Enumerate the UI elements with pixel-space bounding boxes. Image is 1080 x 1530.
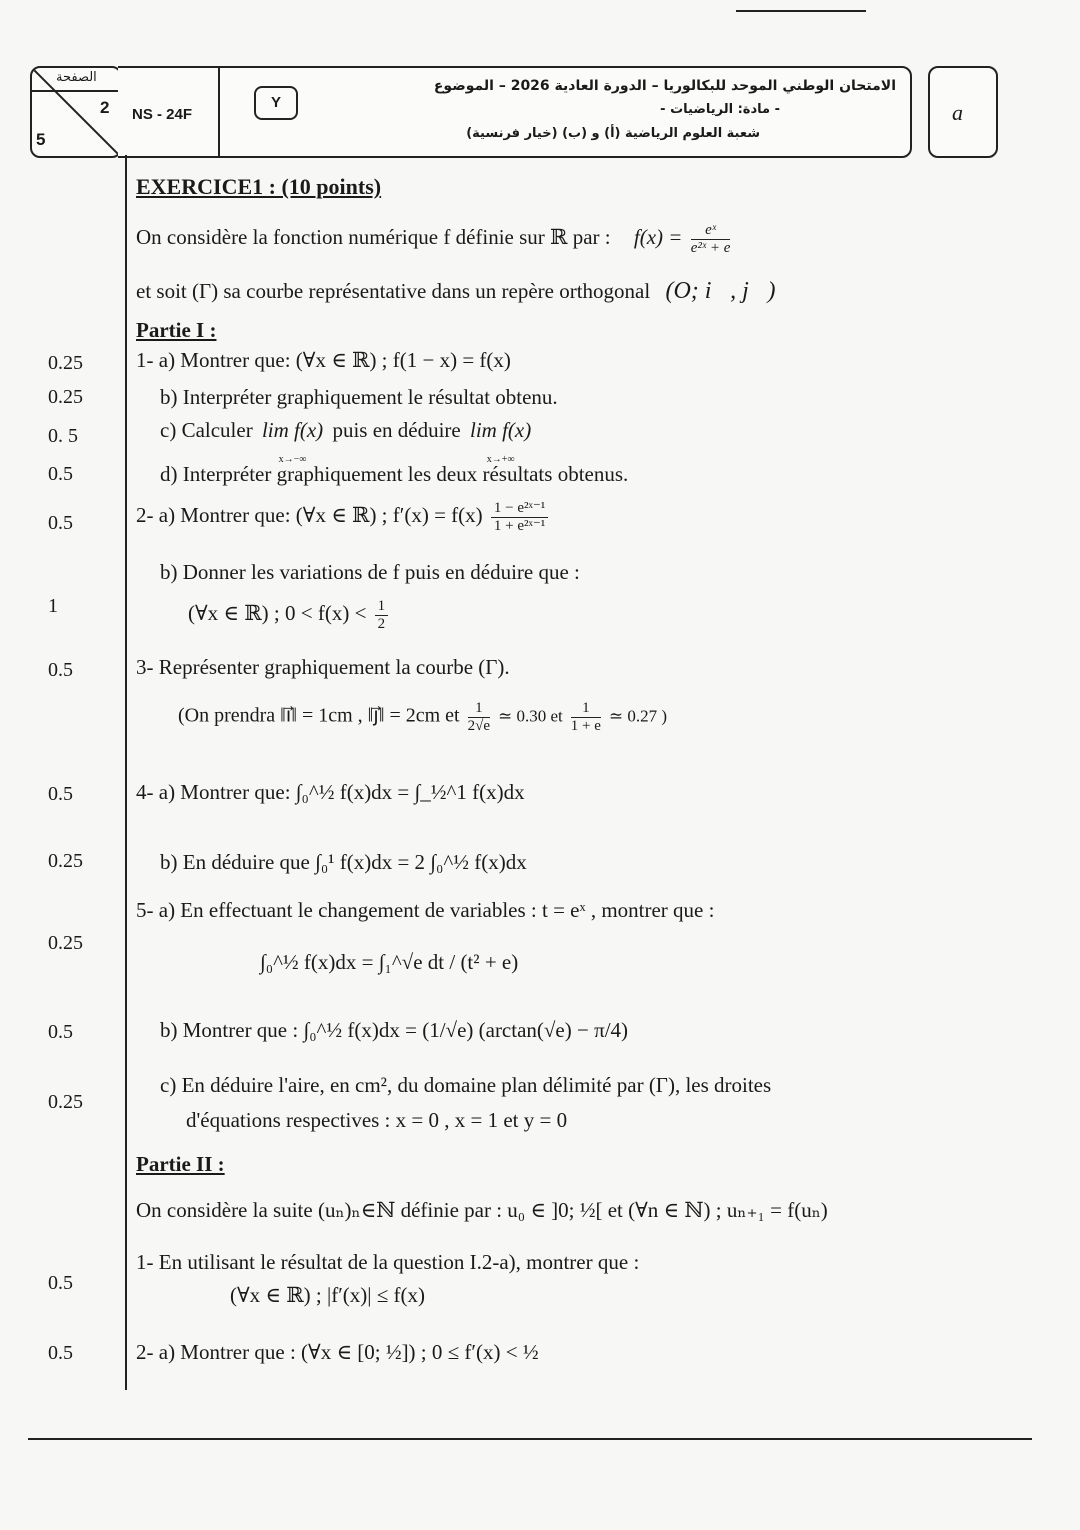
intro-line-2 [136,278,775,305]
points-4b: 0.25 [48,850,83,872]
exam-header [218,66,912,158]
q2b-den: 2 [377,615,386,632]
question-4b: b) En déduire que ∫₀¹ f(x)dx = 2 ∫₀^½ f(x)dx [160,850,527,874]
q3-f2-den: 1 + e [570,717,601,734]
f-def-num: eˣ [691,222,731,240]
grade-box [928,66,998,158]
p2-question-1: 1- En utilisant le résultat de la question I.2-a), montrer que : [136,1250,640,1274]
points-1b: 0.25 [48,386,83,408]
limit-2-sub: x→+∞ [486,454,515,465]
frame-notation: (O; i⃗, j⃗) [665,278,776,304]
question-3: 3- Représenter graphiquement la courbe (Γ). [136,655,510,679]
points-4a: 0.5 [48,783,73,805]
q3-hint-b: ≃ 0.30 et [498,706,563,726]
p2-q1-equation: (∀x ∈ ℝ) ; |f′(x)| ≤ f(x) [230,1283,425,1307]
question-5a: 5- a) En effectuant le changement de variables : t = eˣ , montrer que : [136,898,715,922]
exam-code-box [118,66,220,158]
q2b-num: 1 [375,598,389,616]
exercise-title [136,174,381,200]
bottom-rule [28,1438,1032,1440]
q5a-equation: ∫₀^½ f(x)dx = ∫₁^√e dt / (t² + e) [260,950,519,974]
points-p2-1: 0.5 [48,1272,73,1294]
limit-2-expr: lim f(x) [469,418,532,442]
exercise-title-text: EXERCICE1 : (10 points) [136,174,382,199]
points-5a: 0.25 [48,932,83,954]
points-p2-2a: 0.5 [48,1342,73,1364]
limit-1 [262,418,323,468]
question-1c [160,418,535,468]
q2b-inequality [188,598,391,632]
q3-frac-2 [571,700,601,734]
question-1b: b) Interpréter graphiquement le résultat obtenu. [160,385,558,409]
f-def-den: e²ˣ + e [690,239,731,256]
exam-title: الامتحان الوطني الموحد للبكالوريا – الدورة العادية 2026 – الموضوع [433,78,896,94]
q1c-text-b: puis en déduire [332,418,461,442]
divider [32,90,120,92]
session-badge: Y [254,86,298,120]
total-pages: 2 [100,98,110,117]
question-5b: b) Montrer que : ∫₀^½ f(x)dx = (1/√e) (arctan(√e) − π/4) [160,1018,629,1042]
question-2b: b) Donner les variations de f puis en déduire que : [160,560,580,584]
f-definition-fraction [691,222,731,256]
limit-1-sub: x→−∞ [278,454,307,465]
margin-line [125,155,127,1390]
points-1c: 0. 5 [48,425,78,447]
q3-hint [178,700,667,734]
points-5c: 0.25 [48,1091,83,1113]
exam-code: NS - 24F [132,106,193,123]
q2a-fraction [491,500,548,534]
points-2b: 1 [48,595,58,617]
part1-title: Partie I : [136,318,217,342]
limit-2 [470,418,531,468]
q2a-lhs: 2- a) Montrer que: (∀x ∈ ℝ) ; f′(x) = f(x) [136,502,483,527]
page-number-box [30,66,122,158]
q3-hint-a: (On prendra ‖i⃗‖ = 1cm , ‖j⃗‖ = 2cm et [178,704,460,727]
question-5c-line1: c) En déduire l'aire, en cm², du domaine plan délimité par (Γ), les droites [160,1073,772,1097]
q3-hint-c: ≃ 0.27 ) [608,706,668,726]
part2-title: Partie II : [136,1152,225,1176]
p2-question-2a: 2- a) Montrer que : (∀x ∈ [0; ½]) ; 0 ≤ f′(x) < ½ [136,1340,539,1364]
top-scan-mark-1 [736,10,866,12]
q2b-half [375,598,389,632]
q1c-text-a: c) Calculer [160,418,253,442]
points-1a: 0.25 [48,352,83,374]
intro-line-1 [136,222,733,256]
question-1d: d) Interpréter graphiquement les deux résultats obtenus. [160,462,629,486]
q3-f2-num: 1 [571,700,601,718]
page-number: 5 [36,130,46,149]
points-2a: 0.5 [48,512,73,534]
limit-1-expr: lim f(x) [261,418,324,442]
subject: - مادة: الرياضيات - [660,102,780,117]
q2a-den: 1 + e²ˣ⁻¹ [493,517,546,534]
f-definition-lhs: f(x) = [633,224,683,249]
page-label: الصفحة [56,70,97,85]
question-5c-line2: d'équations respectives : x = 0 , x = 1 et y = 0 [186,1108,568,1132]
stream: شعبة العلوم الرياضية (أ) و (ب) (خيار فرنسية) [466,126,760,141]
grade-mark: a [952,100,963,125]
intro-text-2: et soit (Γ) sa courbe représentative dans un repère orthogonal [136,279,651,303]
q3-f1-num: 1 [468,700,490,718]
intro-text-1: On considère la fonction numérique f définie sur ℝ par : [136,224,611,249]
question-1a: 1- a) Montrer que: (∀x ∈ ℝ) ; f(1 − x) = f(x) [136,348,511,372]
points-3: 0.5 [48,659,73,681]
q2b-ineq-text: (∀x ∈ ℝ) ; 0 < f(x) < [188,600,367,625]
part2-intro: On considère la suite (uₙ)ₙ∈ℕ définie par : u₀ ∈ ]0; ½[ et (∀n ∈ ℕ) ; uₙ₊₁ = f(uₙ) [136,1198,828,1222]
q2a-num: 1 − e²ˣ⁻¹ [491,500,548,518]
points-5b: 0.5 [48,1021,73,1043]
q3-frac-1 [468,700,490,734]
question-4a: 4- a) Montrer que: ∫₀^½ f(x)dx = ∫_½^1 f(x)dx [136,780,525,804]
question-2a [136,500,551,534]
points-1d: 0.5 [48,463,73,485]
q3-f1-den: 2√e [467,717,491,734]
